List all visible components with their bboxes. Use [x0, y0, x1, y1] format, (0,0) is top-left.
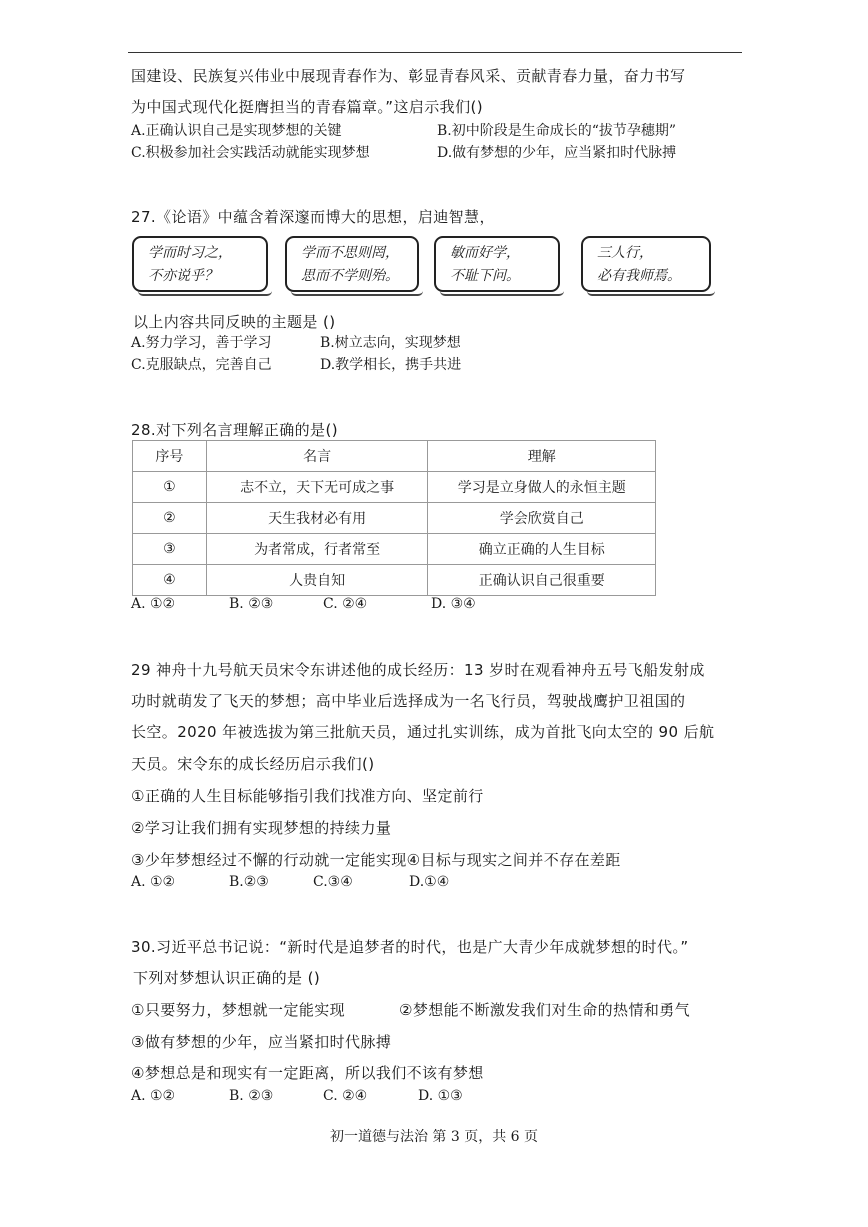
table-cell: 正确认识自己很重要 — [428, 565, 656, 596]
q30-statement-1: ①只要努力，梦想就一定能实现 — [131, 1001, 346, 1019]
q30-option-c: C. ②④ — [323, 1088, 368, 1104]
quote-card-4-line-2: 必有我师焉。 — [597, 268, 681, 284]
q27-option-b: B.树立志向，实现梦想 — [320, 335, 461, 351]
quote-card-1-line-2: 不亦说乎？ — [148, 268, 218, 284]
table-cell: 学习是立身做人的永恒主题 — [428, 472, 656, 503]
q26-option-b: B.初中阶段是生命成长的“拔节孕穗期” — [437, 123, 677, 139]
col-header-number: 序号 — [133, 441, 207, 472]
q27-option-c: C.克服缺点，完善自己 — [131, 357, 272, 373]
q28-option-c: C. ②④ — [323, 596, 368, 612]
table-row — [133, 503, 656, 534]
quote-card-1-line-1: 学而时习之， — [148, 245, 232, 261]
table-cell: 学会欣赏自己 — [428, 503, 656, 534]
page-footer: 初一道德与法治 第 3 页，共 6 页 — [329, 1129, 539, 1145]
table-cell: 天生我材必有用 — [206, 503, 428, 534]
q28-stem: 28.对下列名言理解正确的是() — [131, 421, 338, 439]
q26-line-1: 国建设、民族复兴伟业中展现青春作为、彰显青春风采、贡献青春力量，奋力书写 — [131, 67, 686, 85]
q29-statement-2: ②学习让我们拥有实现梦想的持续力量 — [131, 819, 392, 837]
q28-option-d: D. ③④ — [431, 596, 476, 612]
q26-line-2: 为中国式现代化挺膺担当的青春篇章。”这启示我们() — [131, 98, 483, 116]
q26-option-a: A.正确认识自己是实现梦想的关键 — [131, 123, 342, 139]
q29-option-c: C.③④ — [313, 874, 353, 890]
quote-card-2 — [285, 236, 419, 292]
col-header-understanding: 理解 — [428, 441, 656, 472]
quote-card-1 — [132, 236, 268, 292]
table-row — [133, 565, 656, 596]
q30-option-d: D. ①③ — [418, 1088, 463, 1104]
header-rule — [128, 52, 742, 53]
q30-line-1: 30.习近平总书记说：“新时代是追梦者的时代，也是广大青少年成就梦想的时代。” — [131, 938, 689, 956]
q27-option-d: D.教学相长，携手共进 — [320, 357, 462, 373]
quote-card-3 — [434, 236, 560, 292]
quote-card-3-line-1: 敏而好学， — [450, 245, 520, 261]
q29-option-b: B.②③ — [229, 874, 269, 890]
q30-line-2: 下列对梦想认识正确的是 () — [133, 969, 321, 987]
q30-statement-3: ③做有梦想的少年，应当紧扣时代脉搏 — [131, 1033, 392, 1051]
table-cell: ④ — [133, 565, 207, 596]
q29-statement-1: ①正确的人生目标能够指引我们找准方向、坚定前行 — [131, 787, 484, 805]
q30-option-a: A. ①② — [131, 1088, 176, 1104]
table-cell: ③ — [133, 534, 207, 565]
q29-line-3: 长空。2020 年被选拔为第三批航天员，通过扎实训练，成为首批飞向太空的 90 后航 — [131, 723, 715, 741]
q29-option-a: A. ①② — [131, 874, 176, 890]
q26-option-c: C.积极参加社会实践活动就能实现梦想 — [131, 145, 370, 161]
table-cell: 为者常成，行者常至 — [206, 534, 428, 565]
q29-line-2: 功时就萌发了飞天的梦想；高中毕业后选择成为一名飞行员，驾驶战鹰护卫祖国的 — [131, 692, 686, 710]
quote-card-2-line-2: 思而不学则殆。 — [301, 268, 399, 284]
q29-line-1: 29 神舟十九号航天员宋令东讲述他的成长经历：13 岁时在观看神舟五号飞船发射成 — [131, 661, 705, 679]
q27-question: 以上内容共同反映的主题是 () — [133, 313, 336, 331]
quote-card-2-line-1: 学而不思则罔， — [301, 245, 399, 261]
quotes-table — [132, 440, 656, 596]
q30-statement-4: ④梦想总是和现实有一定距离，所以我们不该有梦想 — [131, 1064, 484, 1082]
quote-card-4-line-1: 三人行， — [597, 245, 653, 261]
table-cell: 确立正确的人生目标 — [428, 534, 656, 565]
q30-option-b: B. ②③ — [229, 1088, 274, 1104]
q30-statement-2: ②梦想能不断激发我们对生命的热情和勇气 — [399, 1001, 691, 1019]
table-cell: ② — [133, 503, 207, 534]
q29-line-4: 天员。宋令东的成长经历启示我们() — [131, 755, 375, 773]
table-cell: ① — [133, 472, 207, 503]
q26-option-d: D.做有梦想的少年，应当紧扣时代脉搏 — [437, 145, 677, 161]
q27-stem: 27.《论语》中蕴含着深邃而博大的思想，启迪智慧， — [131, 208, 495, 226]
q27-option-a: A.努力学习，善于学习 — [131, 335, 272, 351]
q28-option-b: B. ②③ — [229, 596, 274, 612]
table-cell: 人贵自知 — [206, 565, 428, 596]
col-header-quote: 名言 — [206, 441, 428, 472]
table-row — [133, 472, 656, 503]
quote-card-3-line-2: 不耻下问。 — [450, 268, 520, 284]
table-row — [133, 534, 656, 565]
q29-option-d: D.①④ — [409, 874, 450, 890]
table-cell: 志不立，天下无可成之事 — [206, 472, 428, 503]
table-header-row — [133, 441, 656, 472]
q28-option-a: A. ①② — [131, 596, 176, 612]
q29-statement-3: ③少年梦想经过不懈的行动就一定能实现④目标与现实之间并不存在差距 — [131, 851, 621, 869]
quote-card-4 — [581, 236, 711, 292]
